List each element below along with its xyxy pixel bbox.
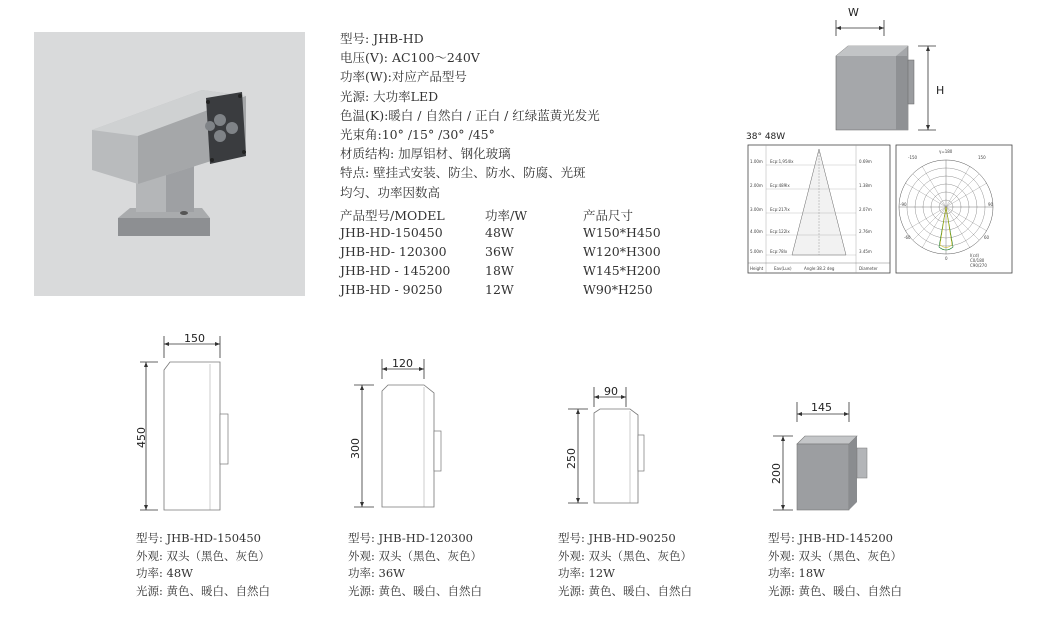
spec-features-cont: 均匀、功率因数高 bbox=[340, 184, 441, 200]
variant-caption bbox=[136, 530, 270, 600]
axis-label: Diameter bbox=[859, 266, 878, 271]
variant-drawing-90250 bbox=[560, 385, 660, 520]
cell-power: 36W bbox=[485, 244, 514, 259]
lux-label: Ecp:122lx bbox=[770, 229, 790, 234]
spec-list bbox=[340, 29, 600, 202]
polar-angle-label: -60 bbox=[904, 235, 911, 240]
polar-angle-label: 0 bbox=[945, 256, 948, 261]
height-label: 1.00m bbox=[750, 159, 763, 164]
caption-light-source: 光源: 黄色、暖白、自然白 bbox=[768, 583, 903, 598]
polar-angle-label: 150 bbox=[978, 155, 986, 160]
variant-drawing-150450 bbox=[130, 330, 260, 520]
diameter-label: 2.07m bbox=[859, 207, 872, 212]
header-power: 功率/W bbox=[485, 208, 528, 223]
polar-diagram bbox=[899, 160, 993, 254]
lux-label: Ecp:78lx bbox=[770, 249, 788, 254]
caption-model: 型号: JHB-HD-150450 bbox=[136, 531, 261, 545]
variant-drawing-145200 bbox=[765, 398, 895, 520]
width-dimension: 150 bbox=[184, 332, 205, 345]
spec-power: 功率(W):对应产品型号 bbox=[340, 69, 467, 85]
diameter-label: 2.76m bbox=[859, 229, 872, 234]
height-dimension: 450 bbox=[135, 427, 148, 448]
caption-light-source: 光源: 黄色、暖白、自然白 bbox=[348, 583, 483, 598]
cell-size: W90*H250 bbox=[583, 282, 653, 297]
cell-model: JHB-HD- 120300 bbox=[340, 244, 447, 259]
spec-features: 特点: 壁挂式安装、防尘、防水、防腐、光斑 bbox=[340, 165, 586, 181]
height-label: 2.00m bbox=[750, 183, 763, 188]
polar-legend: C90/270 bbox=[970, 263, 987, 268]
height-label: H bbox=[936, 84, 945, 97]
caption-power: 功率: 12W bbox=[558, 566, 615, 580]
dimension-diagram bbox=[812, 0, 982, 140]
caption-model: 型号: JHB-HD-145200 bbox=[768, 531, 893, 545]
variant-caption bbox=[768, 530, 902, 600]
variant-drawing-120300 bbox=[340, 355, 460, 520]
photometric-section bbox=[746, 129, 1016, 285]
width-dimension: 90 bbox=[604, 385, 618, 398]
axis-label: Eav(Lux) bbox=[774, 266, 792, 271]
caption-light-source: 光源: 黄色、暖白、自然白 bbox=[136, 583, 271, 598]
header-model: 产品型号/MODEL bbox=[340, 208, 445, 223]
cell-power: 48W bbox=[485, 225, 514, 240]
lux-label: Ecp:217lx bbox=[770, 207, 790, 212]
cell-model: JHB-HD-150450 bbox=[340, 225, 443, 240]
polar-angle-label: -150 bbox=[908, 155, 918, 160]
caption-model: 型号: JHB-HD-120300 bbox=[348, 531, 473, 545]
height-dimension: 200 bbox=[770, 463, 783, 484]
diameter-label: 1.38m bbox=[859, 183, 872, 188]
height-label: 4.00m bbox=[750, 229, 763, 234]
spec-color-temp: 色温(K):暖白 / 自然白 / 正白 / 红绿蓝黄光发光 bbox=[340, 107, 600, 123]
cell-size: W120*H300 bbox=[583, 244, 661, 259]
lux-label: Ecp:489lx bbox=[770, 183, 790, 188]
header-size: 产品尺寸 bbox=[583, 208, 634, 223]
wall-light-image bbox=[34, 32, 305, 296]
axis-label: Height bbox=[750, 266, 764, 271]
cell-power: 12W bbox=[485, 282, 514, 297]
spec-beam-angle: 光束角:10° /15° /30° /45° bbox=[340, 127, 495, 143]
caption-light-source: 光源: 黄色、暖白、自然白 bbox=[558, 583, 693, 598]
product-photo bbox=[34, 32, 305, 296]
height-dimension: 300 bbox=[349, 438, 362, 459]
cell-model: JHB-HD - 90250 bbox=[340, 282, 443, 297]
caption-appearance: 外观: 双头（黑色、灰色） bbox=[558, 548, 693, 563]
lux-label: Ecp:1,954lx bbox=[770, 159, 794, 164]
width-dimension: 120 bbox=[392, 357, 413, 370]
caption-appearance: 外观: 双头（黑色、灰色） bbox=[348, 548, 483, 563]
caption-appearance: 外观: 双头（黑色、灰色） bbox=[136, 548, 271, 563]
height-label: 5.00m bbox=[750, 249, 763, 254]
caption-power: 功率: 36W bbox=[348, 566, 405, 580]
photometric-title: 38° 48W bbox=[746, 132, 786, 142]
spec-material: 材质结构: 加厚铝材、钢化玻璃 bbox=[340, 146, 511, 162]
spec-voltage: 电压(V): AC100～240V bbox=[340, 50, 480, 66]
polar-legend: I(cd) bbox=[970, 253, 980, 258]
polar-box bbox=[896, 145, 1012, 273]
width-label: W bbox=[848, 6, 859, 19]
width-dimension: 145 bbox=[811, 401, 832, 414]
variant-caption bbox=[348, 530, 482, 600]
variant-caption bbox=[558, 530, 692, 600]
spec-model: 型号: JHB-HD bbox=[340, 31, 424, 46]
cell-power: 18W bbox=[485, 263, 514, 278]
caption-appearance: 外观: 双头（黑色、灰色） bbox=[768, 548, 903, 563]
axis-label: Angle:38.2 deg bbox=[804, 266, 835, 271]
diameter-label: 0.69m bbox=[859, 159, 872, 164]
polar-legend: C0/180 bbox=[970, 258, 985, 263]
polar-angle-label: 60 bbox=[984, 235, 990, 240]
diameter-label: 3.45m bbox=[859, 249, 872, 254]
caption-power: 功率: 48W bbox=[136, 566, 193, 580]
cell-size: W150*H450 bbox=[583, 225, 661, 240]
caption-model: 型号: JHB-HD-90250 bbox=[558, 531, 676, 545]
cell-size: W145*H200 bbox=[583, 263, 661, 278]
spec-light-source: 光源: 大功率LED bbox=[340, 88, 439, 104]
cell-model: JHB-HD - 145200 bbox=[340, 263, 451, 278]
height-dimension: 250 bbox=[565, 448, 578, 469]
polar-angle-label: 90 bbox=[988, 202, 994, 207]
caption-power: 功率: 18W bbox=[768, 566, 825, 580]
photometric-charts bbox=[746, 129, 1016, 281]
polar-angle-label: γ=180 bbox=[939, 149, 953, 154]
polar-angle-label: -90 bbox=[900, 202, 907, 207]
height-label: 3.00m bbox=[750, 207, 763, 212]
